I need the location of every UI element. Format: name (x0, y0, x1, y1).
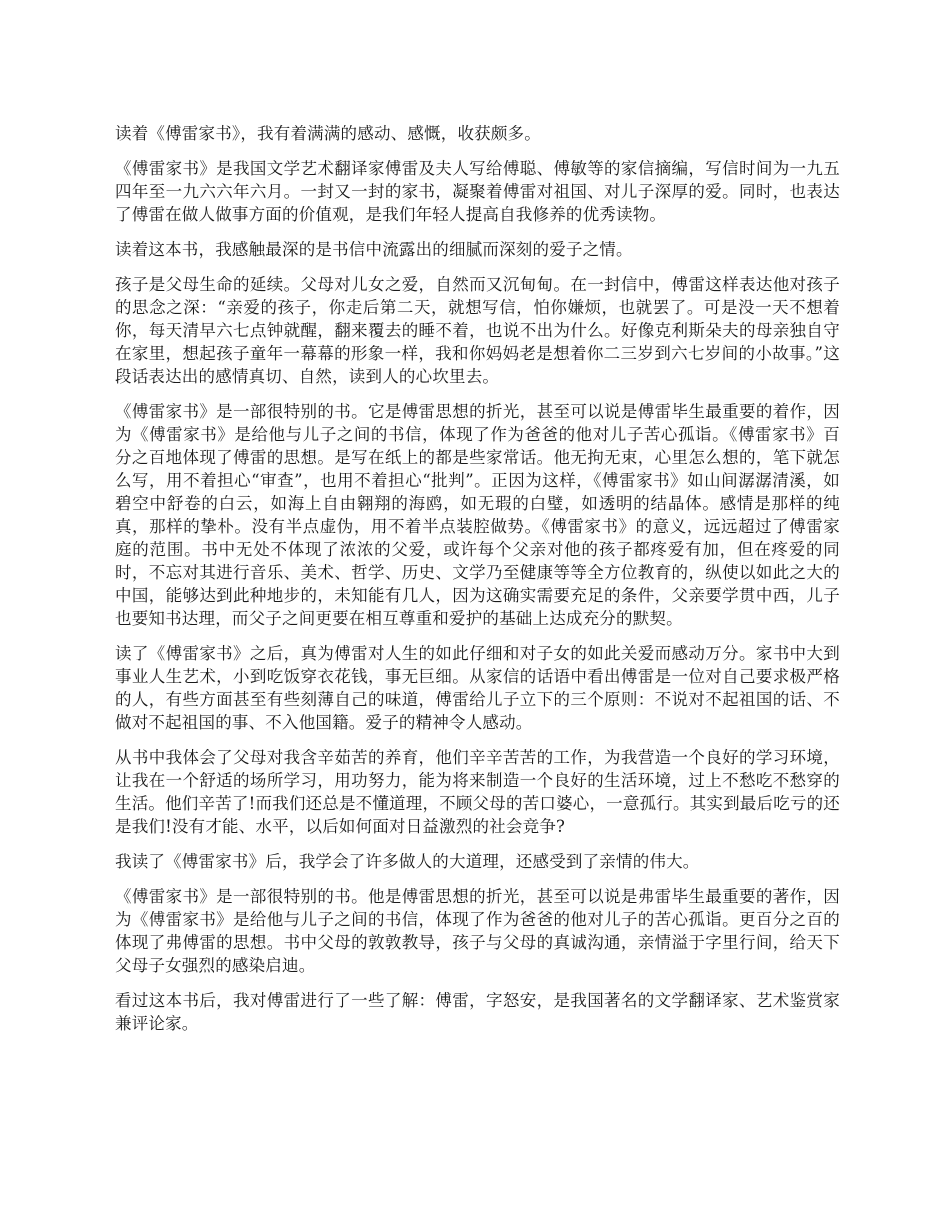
paragraph-10: 看过这本书后，我对傅雷进行了一些了解：傅雷，字怒安，是我国著名的文学翻译家、艺术鉴赏家兼评论家。 (115, 991, 840, 1033)
paragraph-5: 《傅雷家书》是一部很特别的书。它是傅雷思想的折光，甚至可以说是傅雷毕生最重要的着作，因为《傅雷家书》是给他与儿子之间的书信，体现了作为爸爸的他对儿子苦心孤诣。《傅雷家书》百分之百地体现了傅雷的思想。是写在纸上的都是些家常话。他无拘无束，心里怎么想的，笔下就怎么写，用不着担心“审查”，也用不着担心“批判”。正因为这样，《傅雷家书》如山间潺潺清溪，如碧空中舒卷的白云，如海上自由翱翔的海鸥，如无瑕的白璧，如透明的结晶体。感情是那样的纯真，那样的挚朴。没有半点虚伪，用不着半点装腔做势。《傅雷家书》的意义，远远超过了傅雷家庭的范围。书中无处不体现了浓浓的父爱，或许每个父亲对他的孩子都疼爱有加，但在疼爱的同时，不忘对其进行音乐、美术、哲学、历史、文学乃至健康等等全方位教育的，纵使以如此之大的中国，能够达到此种地步的，未知能有几人，因为这确实需要充足的条件，父亲要学贯中西，儿子也要知书达理，而父子之间更要在相互尊重和爱护的基础上达成充分的默契。 (115, 402, 840, 628)
paragraph-6: 读了《傅雷家书》之后，真为傅雷对人生的如此仔细和对子女的如此关爱而感动万分。家书中大到事业人生艺术，小到吃饭穿衣花钱，事无巨细。从家信的话语中看出傅雷是一位对自己要求极严格的人，有些方面甚至有些刻薄自己的味道，傅雷给儿子立下的三个原则：不说对不起祖国的话、不做对不起祖国的事、不入他国籍。爱子的精神令人感动。 (115, 644, 840, 732)
paragraph-9: 《傅雷家书》是一部很特别的书。他是傅雷思想的折光，甚至可以说是弗雷毕生最重要的著作，因为《傅雷家书》是给他与儿子之间的书信，体现了作为爸爸的他对儿子的苦心孤诣。更百分之百的体现了弗傅雷的思想。书中父母的敦敦教导，孩子与父母的真诚沟通，亲情溢于字里行间，给天下父母子女强烈的感染启迪。 (115, 887, 840, 975)
paragraph-7: 从书中我体会了父母对我含辛茹苦的养育，他们辛辛苦苦的工作，为我营造一个良好的学习环境，让我在一个舒适的场所学习，用功努力，能为将来制造一个良好的生活环境，过上不愁吃不愁穿的生活。他们辛苦了!而我们还总是不懂道理，不顾父母的苦口婆心，一意孤行。其实到最后吃亏的还是我们!没有才能、水平，以后如何面对日益激烈的社会竞争? (115, 748, 840, 836)
paragraph-8: 我读了《傅雷家书》后，我学会了许多做人的大道理，还感受到了亲情的伟大。 (115, 852, 700, 871)
paragraph-4: 孩子是父母生命的延续。父母对儿女之爱，自然而又沉甸甸。在一封信中，傅雷这样表达他对孩子的思念之深：“亲爱的孩子，你走后第二天，就想写信，怕你嫌烦，也就罢了。可是没一天不想着你，每天清早六七点钟就醒，翻来覆去的睡不着，也说不出为什么。好像克利斯朵夫的母亲独自守在家里，想起孩子童年一幕幕的形象一样，我和你妈妈老是想着你二三岁到六七岁间的小故事。”这段话表达出的感情真切、自然，读到人的心坎里去。 (115, 275, 840, 386)
paragraph-1: 读着《傅雷家书》，我有着满满的感动、感慨，收获颇多。 (115, 124, 541, 143)
paragraph-2: 《傅雷家书》是我国文学艺术翻译家傅雷及夫人写给傅聪、傅敏等的家信摘编，写信时间为一九五四年至一九六六年六月。一封又一封的家书，凝聚着傅雷对祖国、对儿子深厚的爱。同时，也表达了傅雷在做人做事方面的价值观，是我们年轻人提高自我修养的优秀读物。 (115, 159, 840, 224)
document-body (115, 122, 840, 1047)
paragraph-3: 读着这本书，我感触最深的是书信中流露出的细腻而深刻的爱子之情。 (115, 240, 633, 259)
